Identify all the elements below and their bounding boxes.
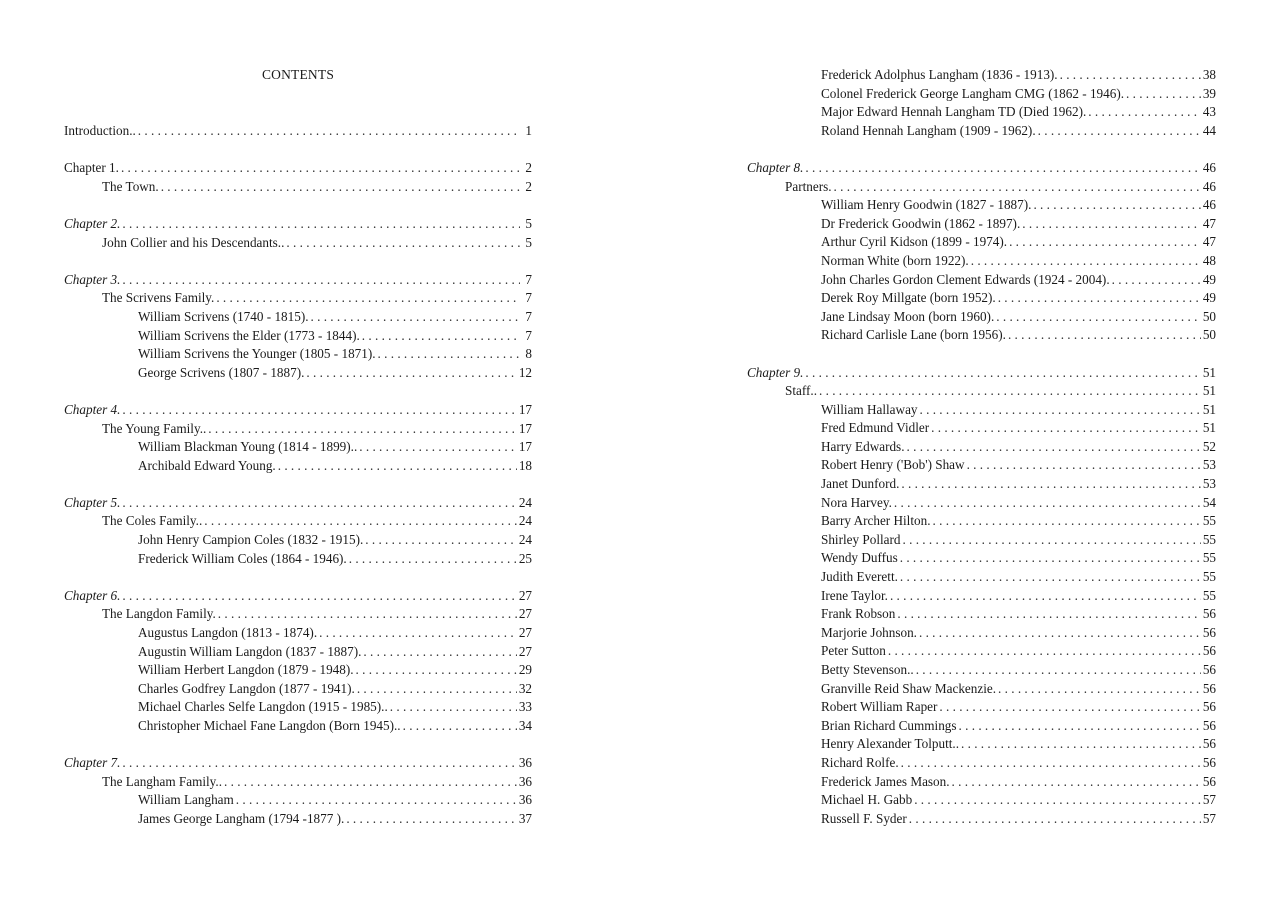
toc-section-entry[interactable] — [64, 289, 532, 308]
toc-subsection-entry[interactable] — [747, 717, 1216, 736]
toc-page-number: 47 — [1202, 215, 1216, 231]
dot-leader — [1088, 103, 1201, 122]
toc-subsection-entry[interactable] — [747, 605, 1216, 624]
toc-subsection-entry[interactable] — [747, 215, 1216, 234]
toc-entry-label: Frederick James Mason. — [821, 773, 950, 789]
toc-page-number: 36 — [518, 773, 532, 789]
toc-page-number: 2 — [525, 178, 532, 194]
dot-leader — [1008, 326, 1201, 345]
toc-page-number: 53 — [1202, 476, 1216, 492]
dot-leader — [365, 531, 517, 550]
toc-section-entry[interactable] — [747, 178, 1216, 197]
toc-page-number: 56 — [1202, 624, 1216, 640]
toc-page-number: 27 — [518, 643, 532, 659]
toc-entry-label: Partners. — [785, 178, 832, 194]
toc-entry-label: Frederick William Coles (1864 - 1946). — [138, 550, 347, 566]
dot-leader — [1060, 66, 1201, 85]
toc-page-number: 56 — [1202, 699, 1216, 715]
toc-page-number: 49 — [1202, 290, 1216, 306]
toc-entry-label: Harry Edwards. — [821, 438, 905, 454]
toc-subsection-entry[interactable] — [747, 103, 1216, 122]
toc-page-number: 25 — [518, 550, 532, 566]
dot-leader — [914, 791, 1201, 810]
toc-page-number: 56 — [1202, 606, 1216, 622]
toc-entry-label: The Langdon Family. — [102, 606, 216, 622]
toc-page-number: 55 — [1202, 569, 1216, 585]
toc-page-number: 46 — [1202, 178, 1216, 194]
toc-entry-label: William Scrivens the Elder (1773 - 1844). — [138, 327, 360, 343]
toc-subsection-entry[interactable] — [64, 810, 532, 829]
dot-leader — [378, 345, 520, 364]
toc-subsection-entry[interactable] — [747, 735, 1216, 754]
toc-section-entry[interactable] — [64, 420, 532, 439]
toc-entry-label: Charles Godfrey Langdon (1877 - 1941). — [138, 680, 355, 696]
toc-page-number: 56 — [1202, 717, 1216, 733]
toc-entry-label: Norman White (born 1922). — [821, 252, 969, 268]
toc-entry-label: Chapter 8. — [747, 159, 804, 175]
toc-page-number: 36 — [518, 755, 532, 771]
dot-leader — [161, 178, 520, 197]
toc-entry-label: Augustus Langdon (1813 - 1874). — [138, 625, 318, 641]
toc-subsection-entry[interactable] — [747, 494, 1216, 513]
dot-leader — [356, 661, 517, 680]
toc-page-number: 48 — [1202, 252, 1216, 268]
toc-chapter-entry[interactable] — [64, 754, 532, 773]
toc-subsection-entry[interactable] — [64, 661, 532, 680]
toc-entry-label: Introduction.. — [64, 123, 136, 138]
toc-entry-label: Janet Dunford. — [821, 476, 900, 492]
dot-leader — [919, 624, 1201, 643]
toc-section-entry[interactable] — [64, 512, 532, 531]
toc-entry-label: William Henry Goodwin (1827 - 1887). — [821, 197, 1032, 213]
toc-entry-label: Dr Frederick Goodwin (1862 - 1897). — [821, 215, 1021, 231]
toc-subsection-entry[interactable] — [747, 754, 1216, 773]
toc-page-number: 39 — [1202, 85, 1216, 101]
toc-entry-label: Irene Taylor. — [821, 587, 888, 603]
toc-page-number: 8 — [525, 346, 532, 362]
toc-subsection-entry[interactable] — [64, 550, 532, 569]
toc-page-number: 7 — [525, 290, 532, 306]
dot-leader — [278, 457, 517, 476]
toc-entry-label: Barry Archer Hilton. — [821, 513, 931, 529]
dot-leader — [959, 717, 1201, 736]
toc-subsection-entry[interactable] — [747, 326, 1216, 345]
toc-entry-label: Judith Everett. — [821, 569, 898, 585]
toc-entry-label: William Scrivens (1740 - 1815). — [138, 308, 309, 324]
toc-page-number: 34 — [518, 718, 532, 733]
toc-page-number: 7 — [525, 308, 532, 324]
toc-page-number: 37 — [518, 810, 532, 826]
dot-leader — [204, 512, 517, 531]
toc-page-number: 24 — [518, 494, 532, 510]
toc-page-number: 56 — [1202, 773, 1216, 789]
toc-subsection-entry[interactable] — [747, 289, 1216, 308]
toc-subsection-entry[interactable] — [747, 401, 1216, 420]
toc-subsection-entry[interactable] — [747, 271, 1216, 290]
toc-chapter-entry[interactable] — [64, 401, 532, 420]
toc-entry-label: Colonel Frederick George Langham CMG (1862 - 1946). — [821, 85, 1125, 101]
toc-entry-label: William Herbert Langdon (1879 - 1948). — [138, 662, 354, 678]
toc-entry-label: The Town. — [102, 178, 159, 194]
toc-page-number: 54 — [1202, 494, 1216, 510]
dot-leader — [967, 456, 1201, 475]
toc-page-number: 27 — [518, 587, 532, 603]
toc-page-number: 12 — [518, 364, 532, 380]
toc-page-number: 56 — [1202, 643, 1216, 659]
dot-leader — [216, 289, 520, 308]
toc-page-number: 46 — [1202, 197, 1216, 213]
dot-leader — [362, 327, 520, 346]
toc-entry-label: Henry Alexander Tolputt.. — [821, 736, 960, 752]
toc-subsection-entry[interactable] — [64, 438, 532, 457]
toc-entry-label: Richard Rolfe. — [821, 754, 899, 770]
toc-subsection-entry[interactable] — [747, 196, 1216, 215]
toc-subsection-entry[interactable] — [747, 438, 1216, 457]
dot-leader — [1009, 233, 1201, 252]
toc-subsection-entry[interactable] — [747, 419, 1216, 438]
dot-leader — [390, 698, 517, 717]
dot-leader — [894, 494, 1201, 513]
toc-subsection-entry[interactable] — [64, 308, 532, 327]
toc-entry-label: Augustin William Langdon (1837 - 1887). — [138, 643, 362, 659]
dot-leader — [1126, 85, 1201, 104]
toc-entry-label: Frederick Adolphus Langham (1836 - 1913). — [821, 67, 1058, 82]
toc-subsection-entry[interactable] — [747, 122, 1216, 141]
toc-section-entry[interactable] — [747, 382, 1216, 401]
toc-subsection-entry[interactable] — [64, 680, 532, 699]
toc-page-number: 56 — [1202, 662, 1216, 677]
toc-page-number: 55 — [1202, 550, 1216, 566]
dot-leader — [900, 568, 1201, 587]
toc-page-number: 55 — [1202, 513, 1216, 529]
toc-page-number: 33 — [518, 699, 532, 715]
dot-leader — [319, 624, 517, 643]
toc-entry-label: John Henry Campion Coles (1832 - 1915). — [138, 532, 364, 548]
toc-entry-label: Chapter 9. — [747, 364, 804, 380]
toc-entry-label: Peter Sutton — [821, 643, 886, 659]
toc-entry-label: William Langham — [138, 792, 234, 808]
dot-leader — [1038, 122, 1201, 141]
toc-subsection-entry[interactable] — [747, 549, 1216, 568]
toc-subsection-entry[interactable] — [64, 327, 532, 346]
toc-entry-label: Michael Charles Selfe Langdon (1915 - 1985).. — [138, 699, 388, 715]
dot-leader — [819, 382, 1201, 401]
dot-leader — [890, 587, 1201, 606]
dot-leader — [961, 735, 1201, 754]
dot-leader — [909, 810, 1201, 829]
dot-leader — [286, 234, 520, 253]
toc-page-number: 57 — [1202, 810, 1216, 826]
toc-entry-label: William Scrivens the Younger (1805 - 1871). — [138, 346, 376, 362]
toc-subsection-entry[interactable] — [747, 661, 1216, 680]
toc-page-number: 53 — [1202, 457, 1216, 473]
dot-leader — [834, 178, 1201, 197]
dot-leader — [996, 308, 1201, 327]
toc-entry-label: Chapter 5. — [64, 494, 121, 510]
toc-page-number: 17 — [518, 401, 532, 417]
toc-subsection-entry[interactable] — [747, 475, 1216, 494]
toc-page-number: 44 — [1202, 122, 1216, 138]
toc-entry-label: Wendy Duffus — [821, 550, 898, 566]
toc-page-number: 5 — [525, 215, 532, 231]
toc-entry-label: Roland Hennah Langham (1909 - 1962). — [821, 122, 1036, 138]
toc-entry-label: The Langham Family.. — [102, 773, 223, 789]
toc-page-number: 7 — [525, 271, 532, 287]
toc-entry-label: Chapter 2. — [64, 215, 121, 231]
dot-leader — [363, 643, 516, 662]
dot-leader — [122, 215, 520, 234]
dot-leader — [122, 754, 516, 773]
toc-entry-label: Fred Edmund Vidler — [821, 420, 930, 436]
toc-subsection-entry[interactable] — [747, 85, 1216, 104]
toc-entry-label: Betty Stevenson.. — [821, 662, 914, 677]
toc-page-number: 55 — [1202, 531, 1216, 547]
toc-subsection-entry[interactable] — [64, 531, 532, 550]
dot-leader — [311, 308, 520, 327]
dot-leader — [998, 289, 1201, 308]
dot-leader — [122, 494, 516, 513]
toc-section-entry[interactable] — [64, 605, 532, 624]
dot-leader — [907, 438, 1201, 457]
toc-entry-label: The Scrivens Family. — [102, 290, 215, 306]
toc-subsection-entry[interactable] — [64, 364, 532, 383]
toc-subsection-entry[interactable] — [747, 66, 1216, 85]
toc-entry-label: Shirley Pollard — [821, 531, 901, 547]
toc-page-number: 18 — [518, 457, 532, 473]
toc-subsection-entry[interactable] — [64, 345, 532, 364]
toc-page-number: 1 — [525, 123, 532, 138]
toc-subsection-entry[interactable] — [747, 698, 1216, 717]
dot-leader — [952, 773, 1201, 792]
toc-chapter-entry[interactable] — [64, 215, 532, 234]
toc-chapter-entry[interactable] — [64, 494, 532, 513]
dot-leader — [236, 791, 517, 810]
toc-chapter-entry[interactable] — [64, 271, 532, 290]
toc-subsection-entry[interactable] — [747, 456, 1216, 475]
toc-page-number: 56 — [1202, 754, 1216, 770]
dot-leader — [403, 717, 517, 736]
toc-entry-label: Robert Henry ('Bob') Shaw — [821, 457, 965, 473]
toc-page-number: 38 — [1202, 67, 1216, 82]
toc-chapter-entry[interactable] — [64, 587, 532, 606]
toc-chapter-entry[interactable] — [64, 122, 532, 141]
dot-leader — [903, 531, 1201, 550]
dot-leader — [998, 680, 1201, 699]
toc-entry-label: Archibald Edward Young. — [138, 457, 276, 473]
toc-page-number: 24 — [518, 513, 532, 529]
dot-leader — [359, 438, 517, 457]
toc-list-right — [747, 66, 1216, 828]
toc-page-number: 27 — [518, 625, 532, 641]
dot-leader — [138, 122, 520, 141]
dot-leader — [897, 605, 1200, 624]
toc-subsection-entry[interactable] — [64, 698, 532, 717]
dot-leader — [805, 159, 1200, 178]
toc-subsection-entry[interactable] — [64, 624, 532, 643]
toc-entry-label: Chapter 7. — [64, 755, 121, 771]
toc-entry-label: The Coles Family.. — [102, 513, 203, 529]
toc-entry-label: Russell F. Syder — [821, 810, 907, 826]
toc-entry-label: Chapter 6. — [64, 587, 121, 603]
toc-entry-label: William Blackman Young (1814 - 1899).. — [138, 439, 358, 455]
toc-subsection-entry[interactable] — [64, 643, 532, 662]
toc-page-number: 56 — [1202, 736, 1216, 752]
toc-subsection-entry[interactable] — [747, 587, 1216, 606]
toc-entry-label: John Charles Gordon Clement Edwards (1924 - 2004). — [821, 271, 1110, 287]
toc-subsection-entry[interactable] — [747, 624, 1216, 643]
toc-entry-label: Staff.. — [785, 383, 817, 399]
toc-list-left — [64, 122, 532, 829]
toc-chapter-entry[interactable] — [747, 364, 1216, 383]
dot-leader — [900, 549, 1201, 568]
toc-page-number: 50 — [1202, 327, 1216, 343]
toc-section-entry[interactable] — [64, 234, 532, 253]
toc-page-number: 51 — [1202, 401, 1216, 417]
toc-entry-label: William Hallaway — [821, 401, 918, 417]
toc-subsection-entry[interactable] — [747, 568, 1216, 587]
toc-entry-label: Jane Lindsay Moon (born 1960). — [821, 308, 995, 324]
dot-leader — [933, 512, 1201, 531]
toc-entry-label: Nora Harvey. — [821, 494, 892, 510]
toc-page-number: 43 — [1202, 104, 1216, 120]
dot-leader — [901, 475, 1200, 494]
toc-entry-label: Arthur Cyril Kidson (1899 - 1974). — [821, 234, 1008, 250]
toc-page-number: 7 — [525, 327, 532, 343]
dot-leader — [349, 550, 517, 569]
toc-page-number: 55 — [1202, 587, 1216, 603]
toc-page-number: 50 — [1202, 308, 1216, 324]
toc-entry-label: Chapter 3. — [64, 271, 121, 287]
toc-entry-label: Derek Roy Millgate (born 1952). — [821, 290, 996, 306]
toc-subsection-entry[interactable] — [64, 457, 532, 476]
toc-page-number: 47 — [1202, 234, 1216, 250]
toc-entry-label: Chapter 4. — [64, 401, 121, 417]
dot-leader — [920, 401, 1201, 420]
dot-leader — [218, 605, 517, 624]
dot-leader — [916, 661, 1201, 680]
toc-page-number: 49 — [1202, 271, 1216, 287]
toc-section-entry[interactable] — [64, 178, 532, 197]
dot-leader — [805, 364, 1200, 383]
toc-subsection-entry[interactable] — [747, 531, 1216, 550]
toc-page-number: 2 — [525, 160, 532, 176]
toc-page-number: 52 — [1202, 438, 1216, 454]
dot-leader — [901, 754, 1201, 773]
toc-subsection-entry[interactable] — [747, 252, 1216, 271]
dot-leader — [1022, 215, 1201, 234]
dot-leader — [1112, 271, 1201, 290]
toc-page-number: 5 — [525, 234, 532, 250]
dot-leader — [346, 810, 517, 829]
dot-leader — [971, 252, 1201, 271]
toc-subsection-entry[interactable] — [747, 512, 1216, 531]
toc-entry-label: Richard Carlisle Lane (born 1956). — [821, 327, 1006, 343]
dot-leader — [306, 364, 516, 383]
toc-page-number: 32 — [518, 680, 532, 696]
dot-leader — [939, 698, 1200, 717]
dot-leader — [1033, 196, 1200, 215]
toc-entry-label: Granville Reid Shaw Mackenzie. — [821, 680, 997, 696]
toc-chapter-entry[interactable] — [747, 159, 1216, 178]
toc-subsection-entry[interactable] — [747, 233, 1216, 252]
dot-leader — [357, 680, 517, 699]
toc-page-number: 51 — [1202, 364, 1216, 380]
toc-subsection-entry[interactable] — [747, 773, 1216, 792]
toc-page-number: 51 — [1202, 420, 1216, 436]
toc-page-number: 51 — [1202, 383, 1216, 399]
toc-subsection-entry[interactable] — [747, 308, 1216, 327]
dot-leader — [888, 642, 1201, 661]
toc-section-entry[interactable] — [64, 773, 532, 792]
toc-page-number: 29 — [518, 662, 532, 678]
toc-entry-label: Michael H. Gabb — [821, 792, 913, 808]
dot-leader — [224, 773, 517, 792]
toc-page-number: 17 — [518, 439, 532, 455]
toc-entry-label: Brian Richard Cummings — [821, 717, 957, 733]
dot-leader — [208, 420, 517, 439]
toc-page-number: 17 — [518, 420, 532, 436]
toc-page-number: 27 — [518, 606, 532, 622]
toc-entry-label: James George Langham (1794 -1877 ). — [138, 810, 345, 826]
dot-leader — [122, 587, 516, 606]
toc-entry-label: George Scrivens (1807 - 1887). — [138, 364, 305, 380]
toc-entry-label: Frank Robson — [821, 606, 896, 622]
toc-page-number: 57 — [1202, 792, 1216, 808]
toc-subsection-entry[interactable] — [64, 791, 532, 810]
toc-page-number: 24 — [518, 532, 532, 548]
toc-entry-label: Marjorie Johnson. — [821, 624, 917, 640]
toc-page-number: 46 — [1202, 159, 1216, 175]
contents-title: CONTENTS — [261, 67, 335, 82]
toc-subsection-entry[interactable] — [747, 810, 1216, 829]
toc-entry-label: Chapter 1. — [64, 160, 119, 176]
dot-leader — [121, 159, 520, 178]
toc-chapter-entry[interactable] — [64, 159, 532, 178]
dot-leader — [122, 401, 516, 420]
toc-subsection-entry[interactable] — [747, 680, 1216, 699]
toc-subsection-entry[interactable] — [747, 791, 1216, 810]
toc-entry-label: Christopher Michael Fane Langdon (Born 1945).. — [138, 718, 401, 733]
dot-leader — [931, 419, 1201, 438]
toc-entry-label: Robert William Raper — [821, 699, 938, 715]
toc-entry-label: Major Edward Hennah Langham TD (Died 1962). — [821, 104, 1087, 120]
toc-entry-label: John Collier and his Descendants.. — [102, 234, 285, 250]
toc-page-number: 36 — [518, 792, 532, 808]
toc-subsection-entry[interactable] — [64, 717, 532, 736]
toc-subsection-entry[interactable] — [747, 642, 1216, 661]
toc-entry-label: The Young Family.. — [102, 420, 207, 436]
dot-leader — [122, 271, 520, 290]
toc-page-number: 56 — [1202, 680, 1216, 696]
